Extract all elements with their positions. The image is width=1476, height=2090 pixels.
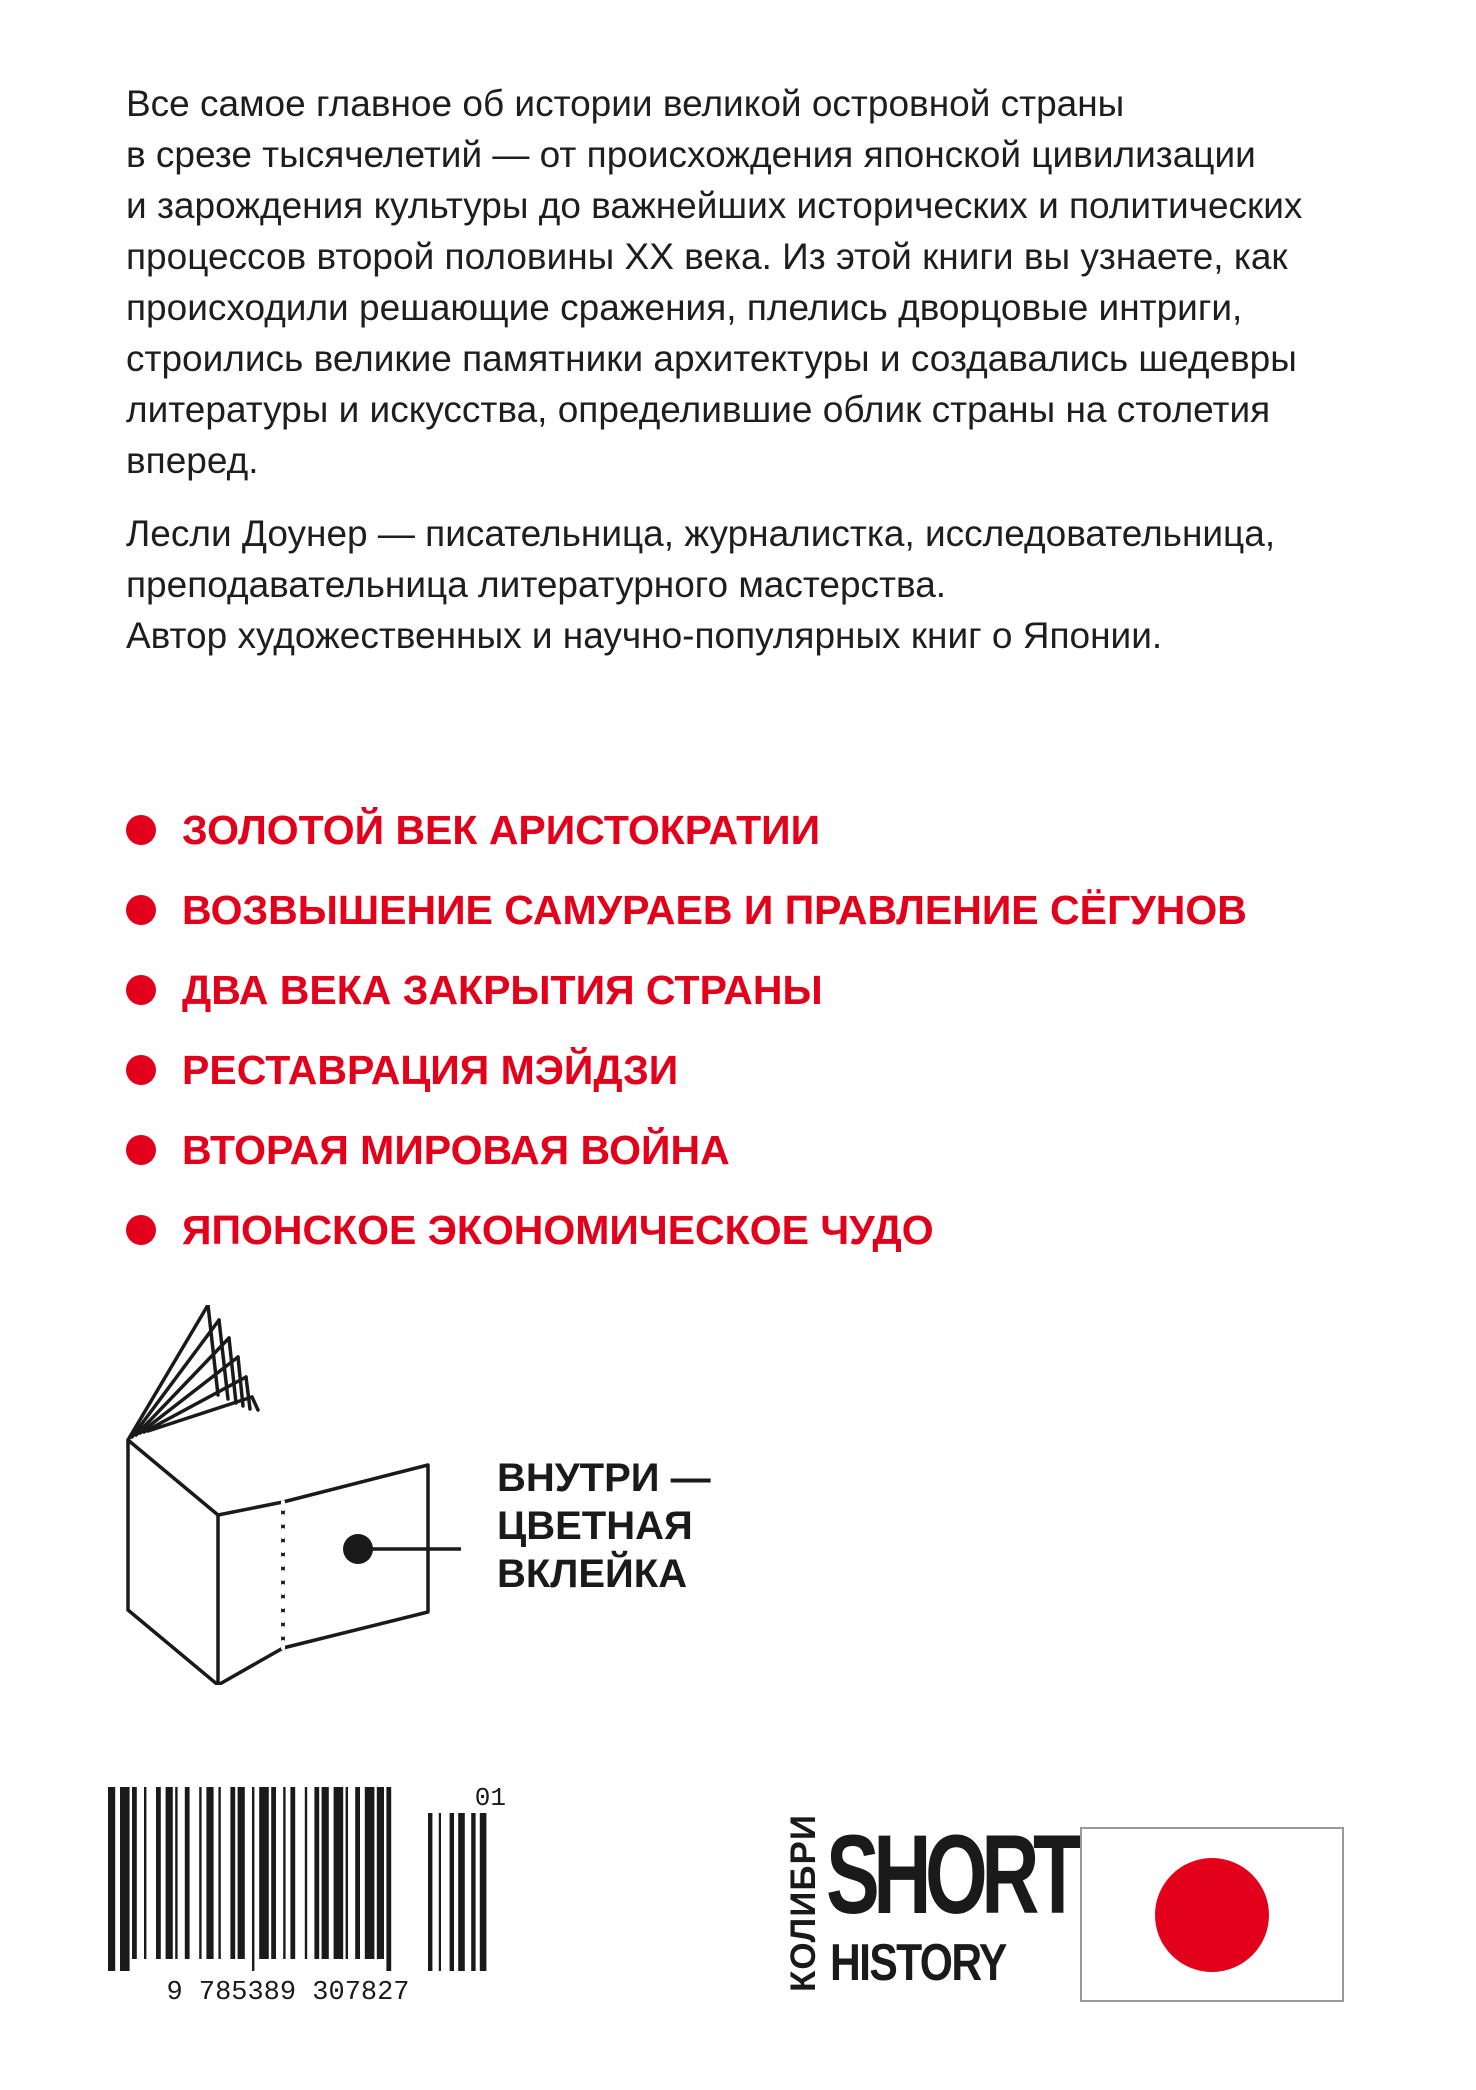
barcode-bar [322, 1787, 329, 1959]
book-description [126, 78, 1356, 486]
topic-label: ЗОЛОТОЙ ВЕК АРИСТОКРАТИИ [182, 806, 821, 853]
series-title-short: SHORT [826, 1812, 1076, 1937]
red-bullet-icon [126, 1215, 156, 1245]
barcode-addon-bar [480, 1813, 487, 1971]
red-bullet-icon [126, 975, 156, 1005]
series-logo [782, 1812, 1076, 1992]
barcode-bar [314, 1787, 319, 1959]
barcode-bar [386, 1787, 391, 1971]
red-bullet-icon [126, 895, 156, 925]
barcode-bar [334, 1787, 344, 1959]
open-book-icon [118, 1305, 498, 1685]
barcode-bar [271, 1787, 276, 1959]
publisher-label [782, 1815, 826, 1990]
barcode-bar [259, 1787, 269, 1959]
description-line: строились великие памятники архитектуры и создавались шедевры [126, 338, 1297, 379]
isbn-barcode [78, 1785, 518, 2015]
topic-label: ВОЗВЫШЕНИЕ САМУРАЕВ И ПРАВЛЕНИЕ СЁГУНОВ [182, 886, 1247, 933]
barcode-addon-bar [439, 1813, 441, 1971]
barcode-bar [365, 1787, 375, 1959]
red-bullet-icon [126, 815, 156, 845]
description-line: процессов второй половины XX века. Из этой книги вы узнаете, как [126, 236, 1288, 277]
barcode-bar [238, 1787, 245, 1959]
barcode-bar [346, 1787, 348, 1959]
topic-item [126, 950, 1247, 1030]
barcode-bar [185, 1787, 190, 1959]
topic-item [126, 1110, 1247, 1190]
red-bullet-icon [126, 1135, 156, 1165]
series-title-history: HISTORY [830, 1934, 1006, 1992]
description-line: в срезе тысячелетий — от происхождения японской цивилизации [126, 134, 1256, 175]
barcode-bar [355, 1787, 360, 1959]
barcode-addon-bar [471, 1813, 475, 1971]
barcode-bar [108, 1787, 115, 1971]
barcode-bar [252, 1787, 254, 1971]
barcode-addon-bar [458, 1813, 465, 1971]
red-sun-disc [1155, 1858, 1269, 1972]
bio-line: Лесли Доунер — писательница, журналистка, исследовательница, [126, 513, 1276, 554]
barcode-bar [377, 1787, 384, 1959]
description-line: вперед. [126, 440, 259, 481]
inside-note-line: ВКЛЕЙКА [497, 1552, 688, 1596]
bio-line: Автор художественных и научно-популярных книг о Японии. [126, 615, 1163, 656]
author-bio [126, 508, 1356, 661]
barcode-bar [305, 1787, 307, 1959]
barcode-bar [218, 1787, 220, 1959]
topic-label: ВТОРАЯ МИРОВАЯ ВОЙНА [182, 1126, 730, 1173]
barcode-bar [290, 1787, 295, 1959]
barcode-addon-bar [428, 1813, 432, 1971]
barcode-bar [199, 1787, 201, 1959]
description-line: Все самое главное об истории великой островной страны [126, 83, 1125, 124]
topic-label: ЯПОНСКОЕ ЭКОНОМИЧЕСКОЕ ЧУДО [182, 1206, 934, 1253]
barcode-bar [166, 1787, 173, 1959]
barcode-bar [156, 1787, 161, 1959]
inside-note-line: ВНУТРИ — [497, 1456, 711, 1500]
barcode-bar [206, 1787, 213, 1959]
description-line: литературы и искусства, определившие облик страны на столетия [126, 389, 1271, 430]
topic-item [126, 1190, 1247, 1270]
topic-item [126, 790, 1247, 870]
barcode-bar [175, 1787, 177, 1959]
bio-line: преподавательница литературного мастерства. [126, 564, 947, 605]
color-insert-note [497, 1454, 711, 1598]
description-line: и зарождения культуры до важнейших исторических и политических [126, 185, 1303, 226]
barcode-addon-digits: 01 [474, 1785, 506, 1813]
japan-flag [1080, 1827, 1344, 2002]
topic-list [126, 790, 1247, 1270]
barcode-bar [132, 1787, 137, 1959]
back-cover-text [126, 78, 1356, 661]
topic-label: РЕСТАВРАЦИЯ МЭЙДЗИ [182, 1046, 679, 1093]
barcode-isbn-digits: 9 785389 307827 [166, 1978, 410, 2008]
inside-note-line: ЦВЕТНАЯ [497, 1504, 693, 1548]
barcode-addon-bar [450, 1813, 454, 1971]
publisher-name: КОЛИБРИ [784, 1813, 823, 1992]
barcode-bar [120, 1787, 130, 1971]
topic-label: ДВА ВЕКА ЗАКРЫТИЯ СТРАНЫ [182, 966, 823, 1013]
red-bullet-icon [126, 1055, 156, 1085]
topic-item [126, 1030, 1247, 1110]
description-line: происходили решающие сражения, плелись дворцовые интриги, [126, 287, 1243, 328]
barcode-bar [230, 1787, 235, 1959]
barcode-bar [144, 1787, 146, 1959]
barcode-bar [283, 1787, 285, 1959]
topic-item [126, 870, 1247, 950]
